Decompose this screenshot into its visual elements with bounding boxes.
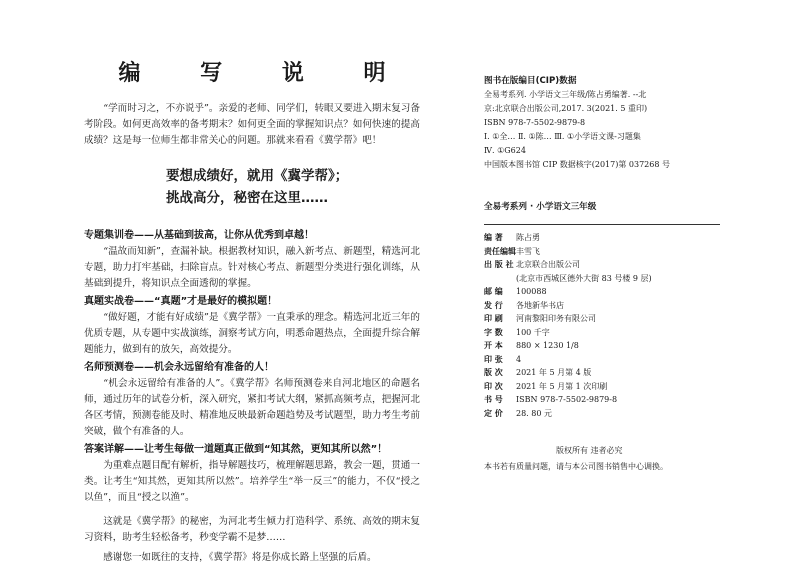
detail-value: 2021 年 5 月第 4 版 (516, 368, 592, 377)
section-title: 专题集训卷——从基础到拔高，让你从优秀到卓越！ (84, 230, 314, 241)
detail-key: 定 价 (484, 408, 503, 418)
detail-key (484, 272, 516, 286)
detail-row (484, 299, 724, 313)
section-title: 真题实战卷——“真题”才是最好的模拟题！ (84, 296, 278, 307)
section-body: “机会永远留给有准备的人”。《冀学帮》名师预测卷来自河北地区的命题名师，通过历年的试卷分析，深入研究，紧扣考试大纲，紧抓高频考点，把握河北各区考情，预测卷能及时、精准地反映最新命题趋势及考试题型，助力考生考前突破，做个有准备的人。 (84, 378, 420, 437)
detail-key: 出 版 社 (484, 260, 514, 269)
intro-paragraph: “学而时习之，不亦说乎”。亲爱的老师、同学们，转眼又要进入期末复习备考阶段。如何更高效率的备考期末？如何更全面的掌握知识点？如何快速的提高成绩？这是每一位师生都非常关心的问题。那就来看看《冀学帮》吧！ (84, 103, 420, 146)
cip-heading: 图书在版编目(CIP)数据 (484, 76, 577, 86)
cip-line: 中国版本图书馆 CIP 数据核字(2017)第 037268 号 (484, 160, 670, 169)
closing (84, 514, 420, 566)
preface-column (84, 48, 420, 566)
detail-value: 陈占勇 (516, 233, 540, 242)
series-title: 全易考系列 · 小学语文三年级 (484, 202, 597, 212)
detail-key: 发 行 (484, 300, 503, 310)
detail-key: 印 张 (484, 354, 503, 364)
detail-key: 邮 编 (484, 287, 503, 296)
detail-row (484, 393, 724, 407)
detail-row (484, 366, 724, 380)
cip-line: 全易考系列. 小学语文三年级/陈占勇编著. --北 (484, 90, 647, 99)
detail-value: 100088 (516, 287, 547, 296)
closing-paragraph-2: 感谢您一如既往的支持，《冀学帮》将是你成长路上坚强的后盾。 (103, 552, 377, 563)
slogan-line-2: 挑战高分，秘密在这里…… (166, 190, 328, 206)
section-prediction (84, 359, 420, 440)
divider (484, 224, 720, 225)
slogan-line-1: 要想成绩好，就用《冀学帮》； (166, 168, 349, 184)
cip-line: Ⅳ. ①G624 (484, 146, 526, 155)
cip-line: 京:北京联合出版公司,2017. 3(2021. 5 重印) (484, 104, 648, 113)
detail-key: 编 著 (484, 233, 503, 242)
section-body: “温故而知新”，查漏补缺。根据教材知识，融入新考点、新题型，精选河北专题，助力打牢基础，扫除盲点。针对核心考点、新题型分类进行强化训练，从基础到提升，将知识点全面透彻的掌握。 (84, 246, 420, 289)
detail-row (484, 272, 724, 286)
section-title: 名师预测卷——机会永远留给有准备的人！ (84, 362, 274, 373)
detail-row (484, 245, 724, 259)
slogan (84, 165, 420, 209)
copyright-column (484, 74, 724, 474)
section-answer-detail (84, 441, 420, 506)
detail-row (484, 380, 724, 394)
detail-row (484, 285, 724, 299)
detail-key: 印 刷 (484, 314, 503, 323)
cip-line: ISBN 978-7-5502-9879-8 (484, 118, 586, 127)
detail-key: 版 次 (484, 368, 503, 377)
detail-value: 河南黎阳印务有限公司 (516, 314, 596, 323)
quality-notice: 本书若有质量问题，请与本公司图书销售中心调换。 (484, 462, 668, 471)
detail-row (484, 353, 724, 367)
detail-value: 28. 80 元 (516, 408, 552, 418)
detail-key: 责任编辑 (484, 246, 516, 256)
detail-value: (北京市西城区德外大街 83 号楼 9 层) (516, 273, 652, 283)
detail-key: 书 号 (484, 395, 503, 404)
detail-value: 880 × 1230 1/8 (516, 341, 579, 350)
closing-paragraph-1: 这就是《冀学帮》的秘密，为河北考生倾力打造科学、系统、高效的期末复习资料，助考生轻松备考，秒变学霸不是梦…… (84, 516, 420, 543)
rights-reserved: 版权所有 违者必究 (556, 446, 623, 455)
section-title: 答案详解——让考生每做一道题真正做到“知其然，更知其所以然”！ (84, 444, 388, 455)
section-body: 为重难点题目配有解析，指导解题技巧，梳理解题思路，教会一题，贯通一类。让考生“知其然，更知其所以然”。培养学生“举一反三”的能力，不仅“授之以鱼”，而且“授之以渔”。 (84, 460, 420, 503)
detail-row (484, 312, 724, 326)
detail-row (484, 231, 724, 245)
detail-value: ISBN 978-7-5502-9879-8 (516, 395, 618, 404)
detail-key: 开 本 (484, 341, 503, 350)
detail-value: 北京联合出版公司 (516, 260, 580, 269)
detail-value: 各地新华书店 (516, 300, 564, 310)
detail-value: 丰雪飞 (516, 246, 540, 256)
detail-value: 4 (516, 354, 522, 364)
detail-value: 2021 年 5 月第 1 次印刷 (516, 381, 608, 391)
page-title: 编 写 说 明 (118, 61, 412, 86)
detail-row (484, 339, 724, 353)
section-real-exam (84, 293, 420, 358)
detail-row (484, 258, 724, 272)
section-body: “做好题，才能有好成绩”是《冀学帮》一直秉承的理念。精选河北近三年的优质专题，从专题中实战演练，洞察考试方向，明悉命题热点，全面提升综合解题能力，做到有的放矢，高效提分。 (84, 312, 420, 355)
section-special-training (84, 227, 420, 292)
detail-row (484, 326, 724, 340)
detail-row (484, 407, 724, 421)
cip-line: Ⅰ. ①全… Ⅱ. ①陈… Ⅲ. ①小学语文课-习题集 (484, 132, 641, 141)
detail-value: 100 千字 (516, 327, 550, 337)
detail-key: 印 次 (484, 381, 503, 391)
detail-key: 字 数 (484, 327, 503, 337)
